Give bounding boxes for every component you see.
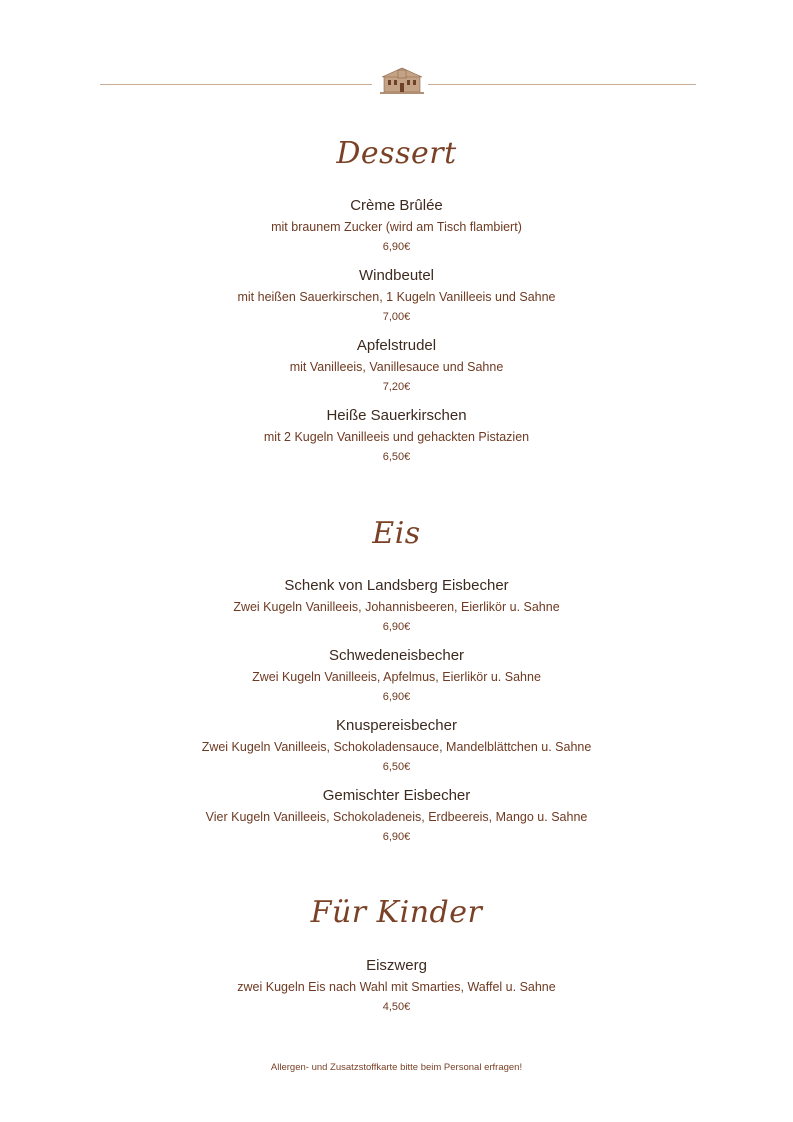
item-price: 7,20€	[382, 381, 411, 393]
item-price: 6,90€	[382, 691, 411, 703]
menu-item	[0, 716, 793, 776]
allergen-note: Allergen- und Zusatzstoffkarte bitte beim Personal erfragen!	[270, 1062, 523, 1073]
item-price: 6,90€	[382, 621, 411, 633]
menu-item	[0, 406, 793, 466]
item-name: Gemischter Eisbecher	[322, 787, 471, 804]
header-rule-left	[100, 84, 372, 85]
item-price: 6,50€	[382, 451, 411, 463]
item-price: 4,50€	[382, 1001, 411, 1013]
item-price: 6,90€	[382, 241, 411, 253]
menu-item	[0, 336, 793, 396]
item-description: Zwei Kugeln Vanilleeis, Schokoladensauce, Mandelblättchen u. Sahne	[201, 740, 592, 754]
item-description: zwei Kugeln Eis nach Wahl mit Smarties, Waffel u. Sahne	[237, 980, 556, 994]
item-name: Schwedeneisbecher	[328, 647, 465, 664]
item-description: mit Vanilleeis, Vanillesauce und Sahne	[289, 360, 504, 374]
item-name: Eiszwerg	[366, 957, 427, 974]
building-logo-icon	[380, 66, 424, 96]
menu-item	[0, 196, 793, 256]
section-title-eis: Eis	[372, 516, 421, 551]
item-price: 6,50€	[382, 761, 411, 773]
item-description: Vier Kugeln Vanilleeis, Schokoladeneis, Erdbeereis, Mango u. Sahne	[205, 810, 588, 824]
menu-item	[0, 956, 793, 1016]
item-name: Knuspereisbecher	[336, 717, 457, 734]
item-description: mit heißen Sauerkirschen, 1 Kugeln Vanilleeis und Sahne	[237, 290, 556, 304]
item-name: Apfelstrudel	[356, 337, 437, 354]
header-rule-right	[428, 84, 696, 85]
item-name: Heiße Sauerkirschen	[326, 407, 467, 424]
section-title-kinder: Für Kinder	[310, 895, 483, 930]
menu-item	[0, 646, 793, 706]
item-price: 7,00€	[382, 311, 411, 323]
menu-item	[0, 266, 793, 326]
item-name: Windbeutel	[358, 267, 435, 284]
item-name: Schenk von Landsberg Eisbecher	[284, 577, 509, 594]
page-header	[100, 64, 696, 100]
item-price: 6,90€	[382, 831, 411, 843]
item-name: Crème Brûlée	[350, 197, 443, 214]
item-description: Zwei Kugeln Vanilleeis, Apfelmus, Eierlikör u. Sahne	[252, 670, 541, 684]
section-title-dessert: Dessert	[336, 136, 457, 171]
menu-item	[0, 576, 793, 636]
menu-item	[0, 786, 793, 846]
item-description: mit 2 Kugeln Vanilleeis und gehackten Pistazien	[263, 430, 530, 444]
item-description: mit braunem Zucker (wird am Tisch flambiert)	[271, 220, 522, 234]
item-description: Zwei Kugeln Vanilleeis, Johannisbeeren, Eierlikör u. Sahne	[233, 600, 560, 614]
